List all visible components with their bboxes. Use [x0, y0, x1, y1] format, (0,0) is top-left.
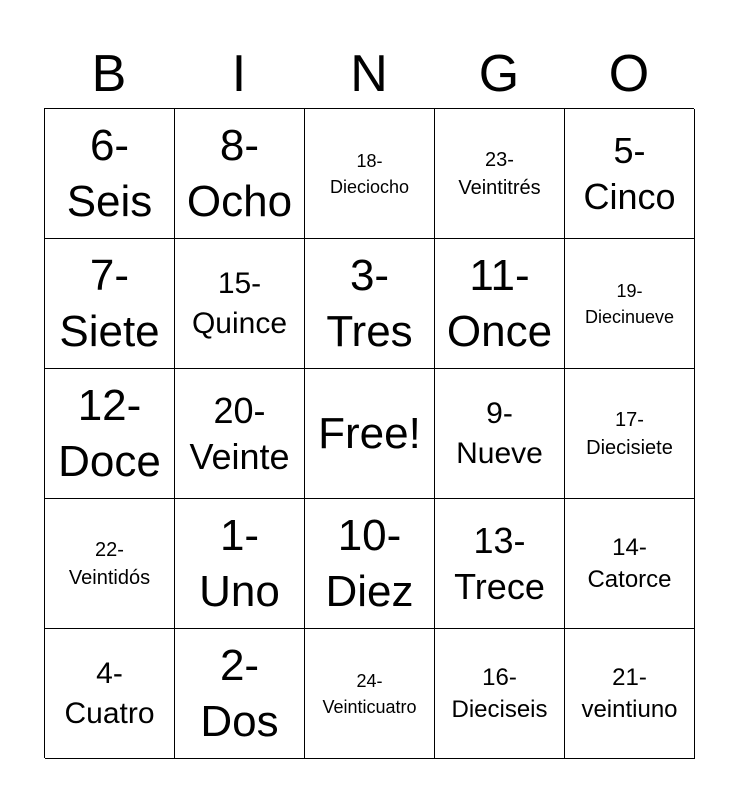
bingo-cell[interactable]: 16- Dieciseis [435, 629, 565, 759]
bingo-cell[interactable]: 10- Diez [305, 499, 435, 629]
bingo-cell[interactable]: 8- Ocho [175, 109, 305, 239]
bingo-cell[interactable]: 6- Seis [45, 109, 175, 239]
header-letter-g: G [478, 45, 520, 103]
bingo-header [44, 44, 694, 104]
bingo-cell[interactable]: 24- Veinticuatro [305, 629, 435, 759]
bingo-cell[interactable]: 5- Cinco [565, 109, 695, 239]
bingo-cell[interactable]: 19- Diecinueve [565, 239, 695, 369]
bingo-cell[interactable]: 9- Nueve [435, 369, 565, 499]
bingo-cell[interactable]: 2- Dos [175, 629, 305, 759]
bingo-cell[interactable]: 15- Quince [175, 239, 305, 369]
bingo-cell[interactable]: 3- Tres [305, 239, 435, 369]
bingo-cell[interactable]: 7- Siete [45, 239, 175, 369]
bingo-cell[interactable]: 17- Diecisiete [565, 369, 695, 499]
header-letter-i: I [231, 45, 247, 103]
bingo-cell[interactable]: 13- Trece [435, 499, 565, 629]
bingo-cell[interactable]: 20- Veinte [175, 369, 305, 499]
bingo-cell[interactable]: 21- veintiuno [565, 629, 695, 759]
bingo-cell[interactable]: 14- Catorce [565, 499, 695, 629]
bingo-cell[interactable]: 4- Cuatro [45, 629, 175, 759]
bingo-cell[interactable]: 18- Dieciocho [305, 109, 435, 239]
bingo-cell[interactable]: 22- Veintidós [45, 499, 175, 629]
bingo-cell[interactable]: 23- Veintitrés [435, 109, 565, 239]
bingo-cell[interactable]: 12- Doce [45, 369, 175, 499]
bingo-cell[interactable]: 11- Once [435, 239, 565, 369]
bingo-board [44, 108, 694, 758]
header-letter-o: O [608, 45, 650, 103]
free-space-cell[interactable]: Free! [305, 369, 435, 499]
header-letter-b: B [91, 45, 127, 103]
bingo-cell[interactable]: 1- Uno [175, 499, 305, 629]
header-letter-n: N [350, 45, 388, 103]
